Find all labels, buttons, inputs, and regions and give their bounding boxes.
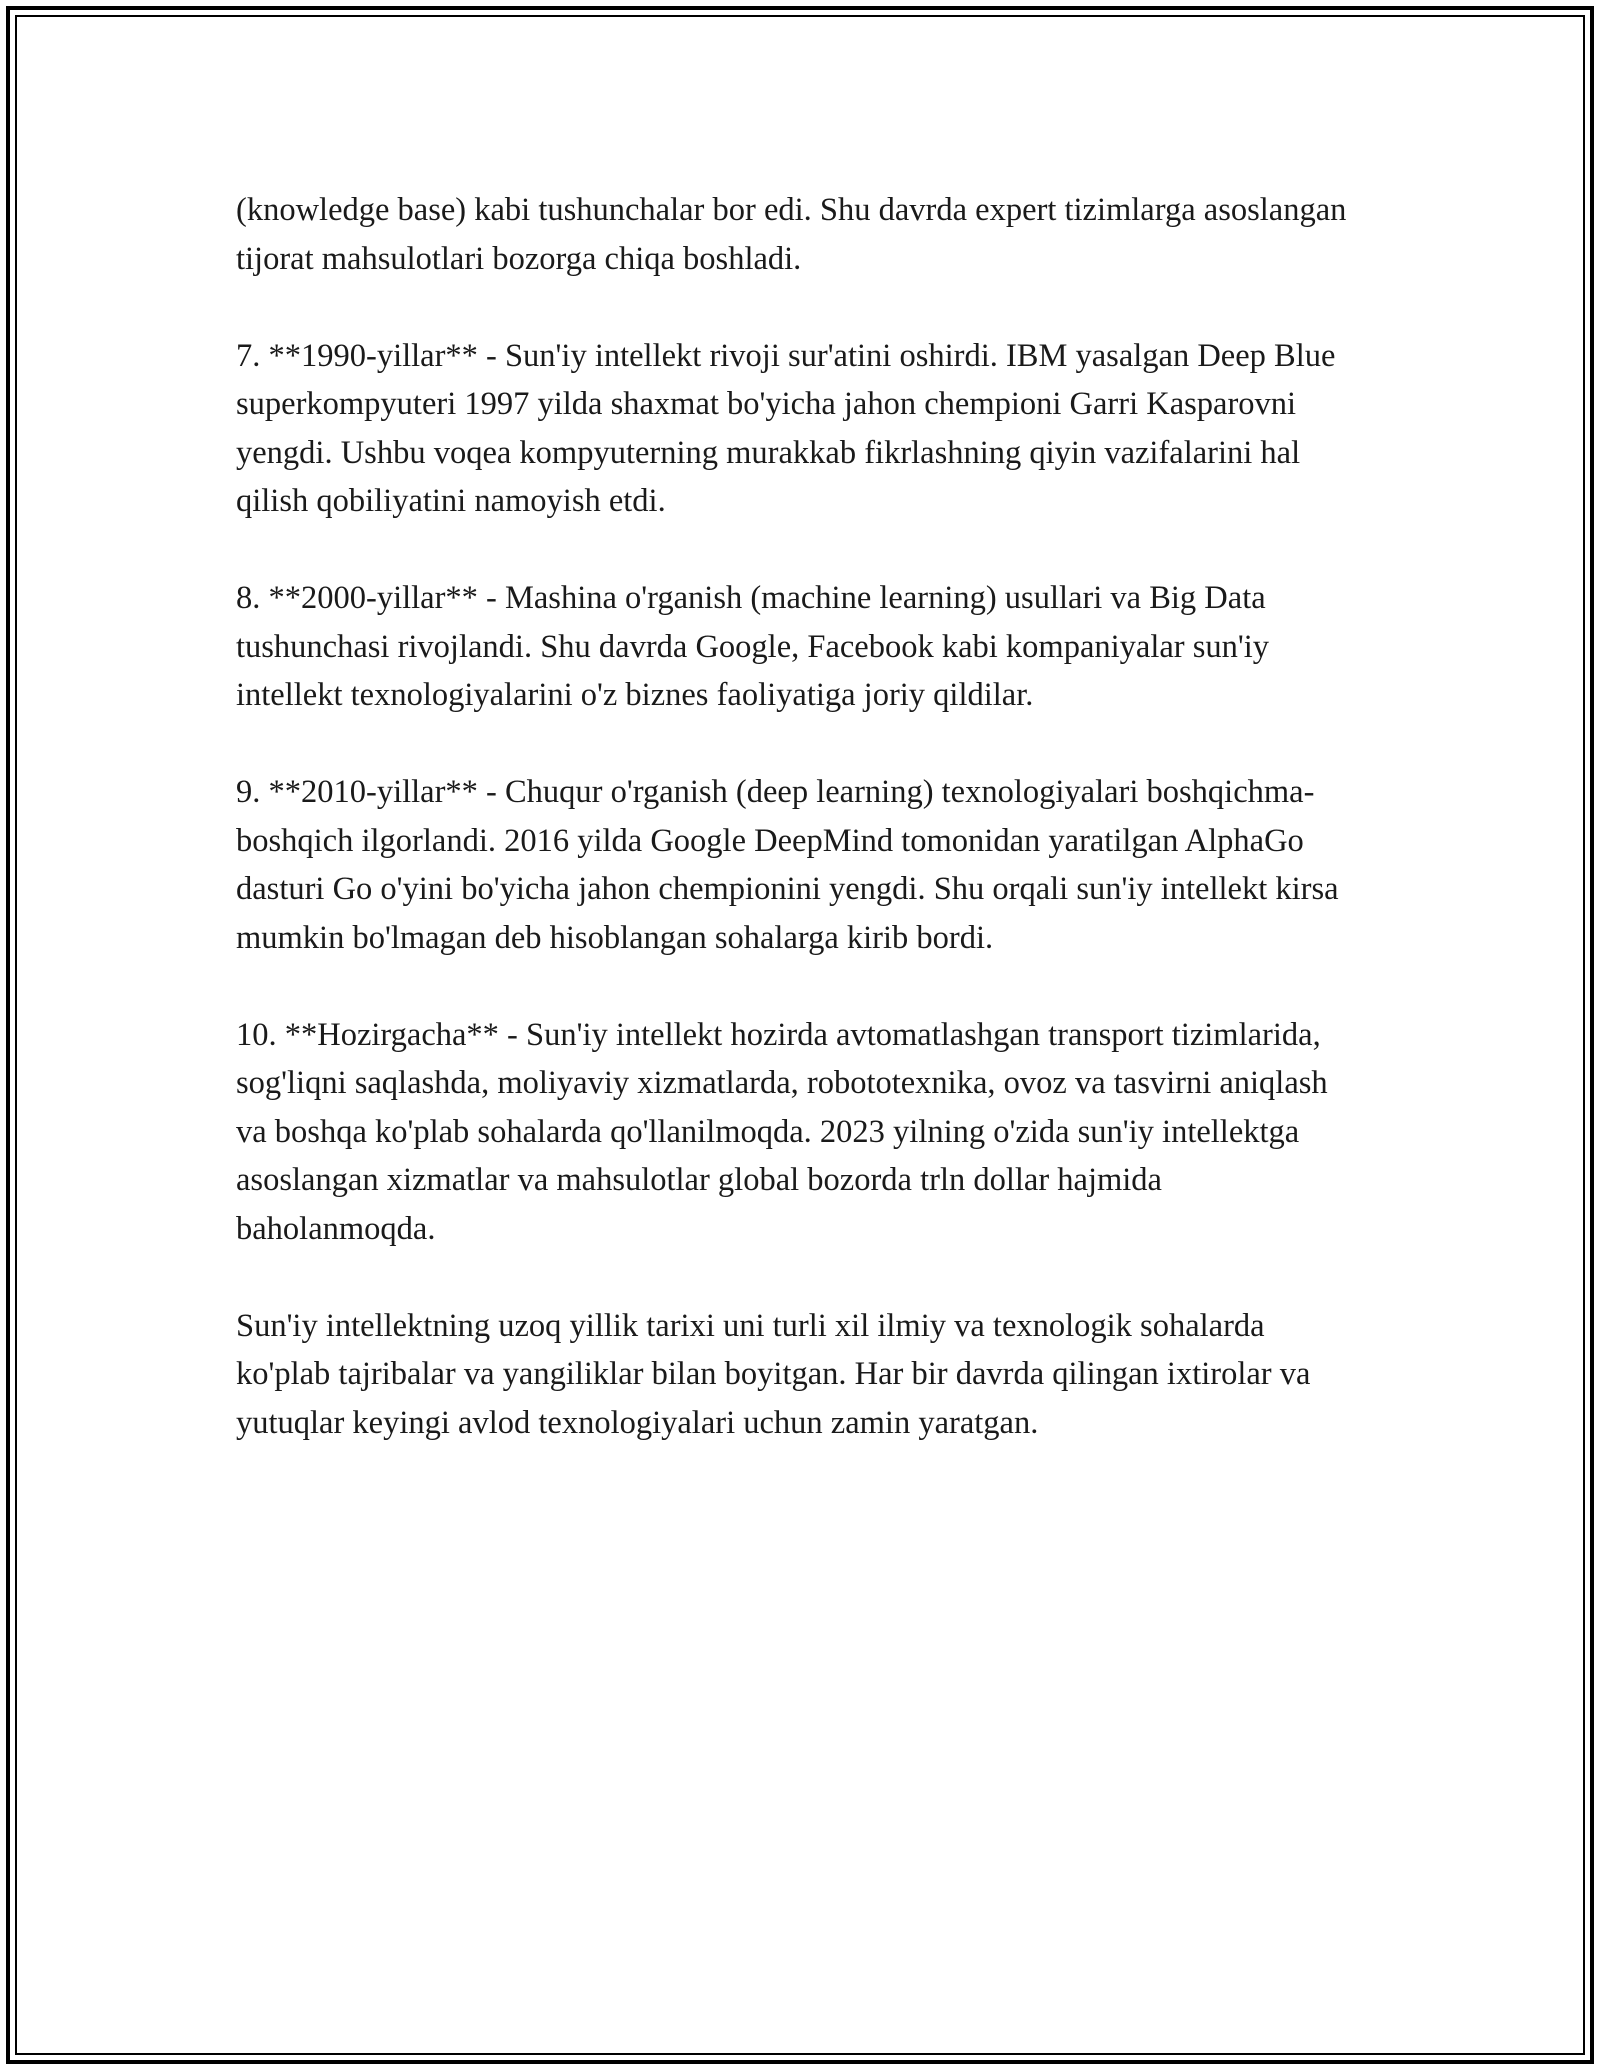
paragraph-2010s: 9. **2010-yillar** - Chuqur o'rganish (deep learning) texnologiyalari boshqichma-boshqich ilgorlandi. 2016 yilda Google DeepMind tomonidan yaratilgan AlphaGo dasturi Go o'yini bo'yicha jahon chempionini yengdi. Shu orqali sun'iy intellekt kirsa mumkin bo'lmagan deb hisoblangan sohalarga kirib bordi.	[236, 774, 1339, 956]
paragraph-2000s: 8. **2000-yillar** - Mashina o'rganish (machine learning) usullari va Big Data tushunchasi rivojlandi. Shu davrda Google, Facebook kabi kompaniyalar sun'iy intellekt texnologiyalarini o'z biznes faoliyatiga joriy qildilar.	[236, 580, 1270, 713]
paragraph-1990s: 7. **1990-yillar** - Sun'iy intellekt rivoji sur'atini oshirdi. IBM yasalgan Deep Blue superkompyuteri 1997 yilda shaxmat bo'yicha jahon chempioni Garri Kasparovni yengdi. Ushbu voqea kompyuterning murakkab fikrlashning qiyin vazifalarini hal qilish qobiliyatini namoyish etdi.	[236, 337, 1336, 519]
document-body	[236, 186, 1366, 1496]
paragraph-present: 10. **Hozirgacha** - Sun'iy intellekt hozirda avtomatlashgan transport tizimlarida, sog'liqni saqlashda, moliyaviy xizmatlarda, robototexnika, ovoz va tasvirni aniqlash va boshqa ko'plab sohalarda qo'llanilmoqda. 2023 yilning o'zida sun'iy intellektga asoslangan xizmatlar va mahsulotlar global bozorda trln dollar hajmida baholanmoqda.	[236, 1016, 1328, 1247]
paragraph-knowledge-base: (knowledge base) kabi tushunchalar bor edi. Shu davrda expert tizimlarga asoslangan tijorat mahsulotlari bozorga chiqa boshladi.	[236, 192, 1347, 277]
paragraph-conclusion: Sun'iy intellektning uzoq yillik tarixi uni turli xil ilmiy va texnologik sohalarda ko'plab tajribalar va yangiliklar bilan boyitgan. Har bir davrda qilingan ixtirolar va yutuqlar keyingi avlod texnologiyalari uchun zamin yaratgan.	[236, 1307, 1311, 1441]
